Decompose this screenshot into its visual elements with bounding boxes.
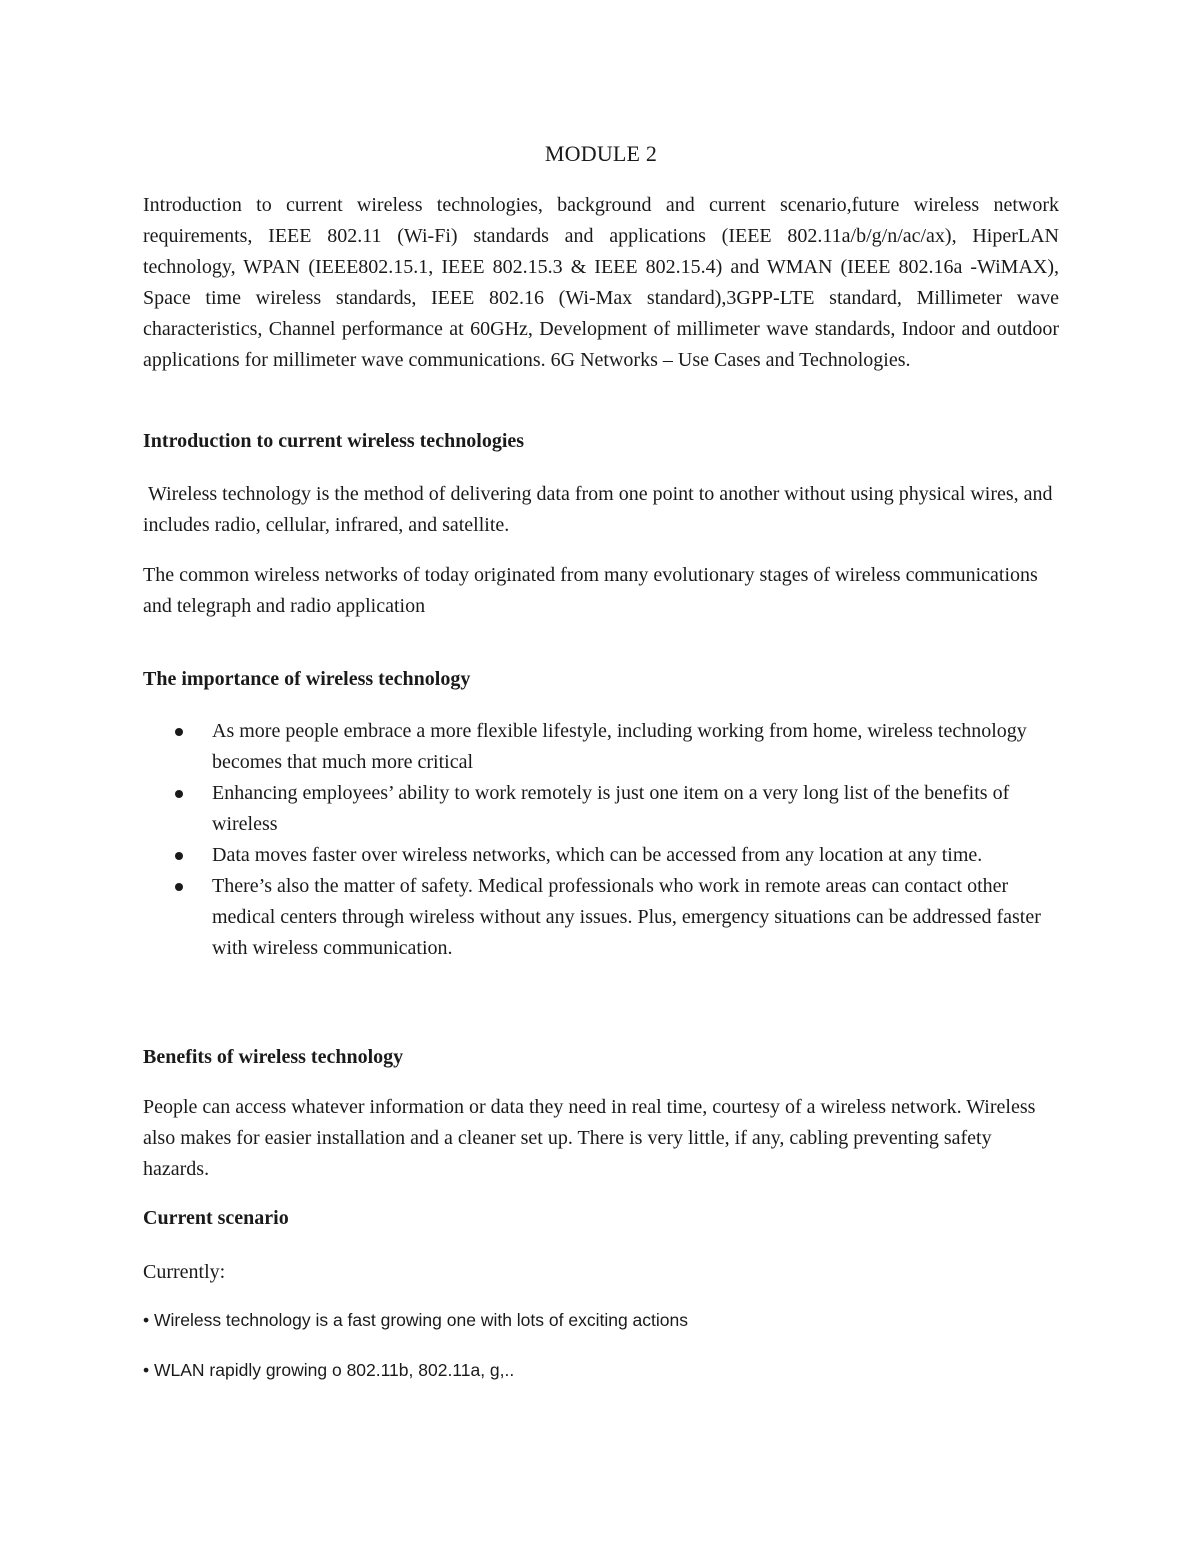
importance-bullet-list <box>143 716 1059 964</box>
list-item-text: Enhancing employees’ ability to work remotely is just one item on a very long list of the benefits of wireless <box>212 782 1010 835</box>
heading-intro-wireless: Introduction to current wireless technologies <box>143 430 525 452</box>
list-item <box>143 716 1042 778</box>
current-scenario-line-2: • WLAN rapidly growing o 802.11b, 802.11a, g,.. <box>143 1360 515 1380</box>
list-item <box>143 778 1042 840</box>
current-scenario-line-1: • Wireless technology is a fast growing one with lots of exciting actions <box>143 1310 688 1330</box>
list-item-text: There’s also the matter of safety. Medical professionals who work in remote areas can contact other medical centers through wireless without any issues. Plus, emergency situations can be addressed faster with wireless communication. <box>212 875 1041 959</box>
module-intro-paragraph: Introduction to current wireless technologies, background and current scenario,future wireless network requirements, IEEE 802.11 (Wi-Fi) standards and applications (IEEE 802.11a/b/g/n/ac/ax), HiperLAN technology, WPAN (IEEE802.15.1, IEEE 802.15.3 & IEEE 802.15.4) and WMAN (IEEE 802.16a -WiMAX), Space time wireless standards, IEEE 802.16 (Wi-Max standard),3GPP-LTE standard, Millimeter wave characteristics, Channel performance at 60GHz, Development of millimeter wave standards, Indoor and outdoor applications for millimeter wave communications. 6G Networks – Use Cases and Technologies. <box>143 194 1059 371</box>
currently-label: Currently: <box>143 1261 226 1283</box>
list-item-text: As more people embrace a more flexible lifestyle, including working from home, wireless technology becomes that much more critical <box>212 720 1027 773</box>
heading-importance: The importance of wireless technology <box>143 668 471 690</box>
bullet-dot-icon <box>175 790 183 798</box>
bullet-dot-icon <box>175 883 183 891</box>
bullet-dot-icon <box>175 852 183 860</box>
heading-current-scenario: Current scenario <box>143 1207 289 1229</box>
intro-paragraph-2: The common wireless networks of today originated from many evolutionary stages of wireless communications and telegraph and radio application <box>143 564 1038 617</box>
list-item <box>143 840 1042 871</box>
intro-paragraph-1: Wireless technology is the method of delivering data from one point to another without using physical wires, and includes radio, cellular, infrared, and satellite. <box>143 483 1058 536</box>
bullet-dot-icon <box>175 728 183 736</box>
benefits-paragraph: People can access whatever information or data they need in real time, courtesy of a wireless network. Wireless also makes for easier installation and a cleaner set up. There is very little, if any, cabling preventing safety hazards. <box>143 1096 1036 1180</box>
heading-benefits: Benefits of wireless technology <box>143 1046 404 1068</box>
list-item-text: Data moves faster over wireless networks, which can be accessed from any location at any time. <box>212 844 983 866</box>
list-item <box>143 871 1042 964</box>
page-title: MODULE 2 <box>544 141 658 166</box>
